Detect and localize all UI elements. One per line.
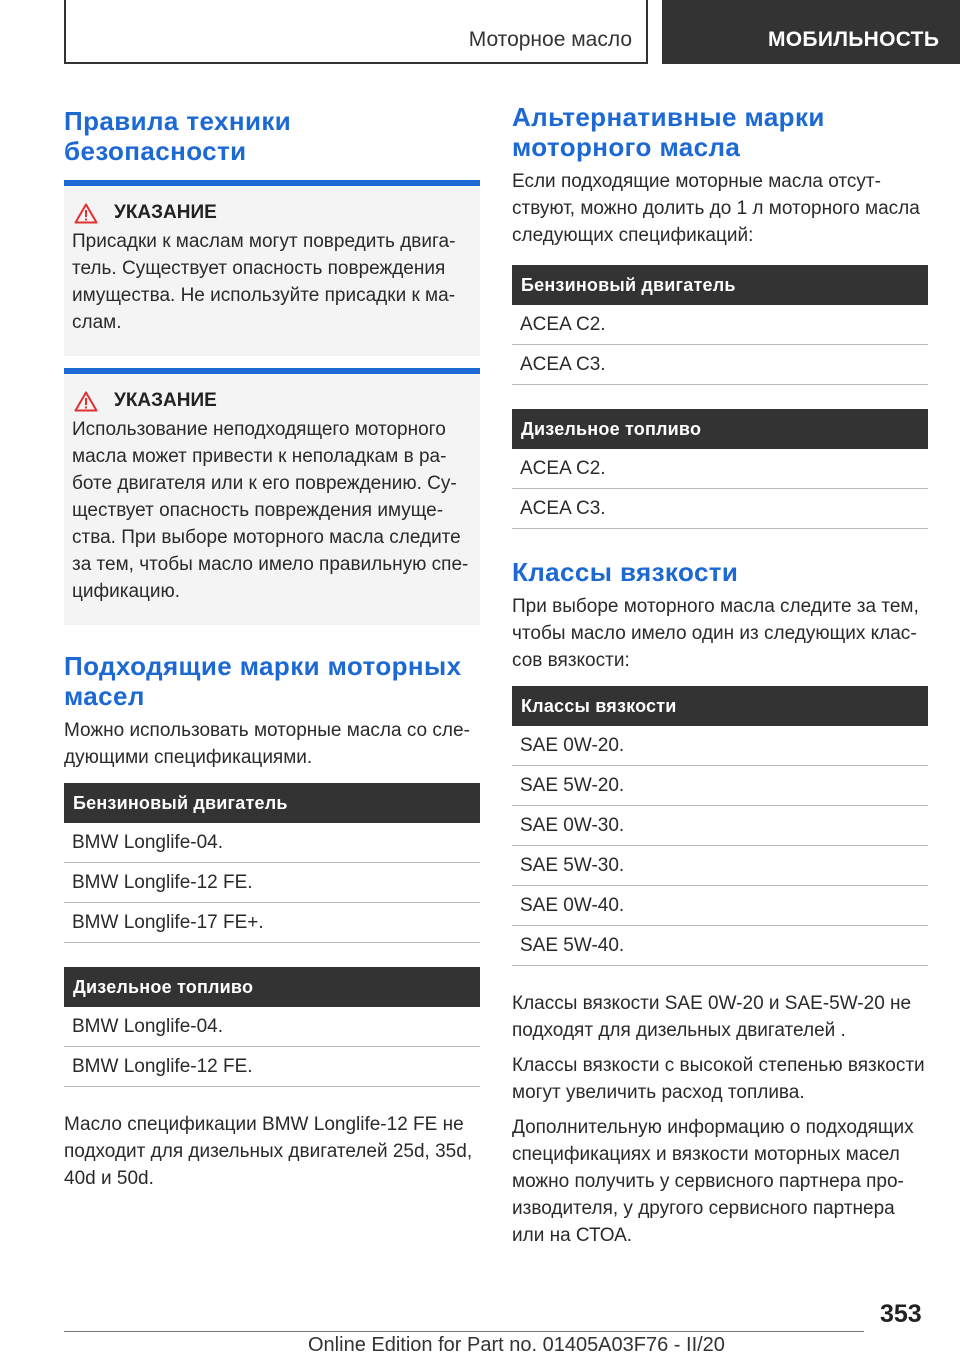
petrol-spec-table bbox=[64, 783, 480, 943]
table-row: SAE 0W-30. bbox=[512, 806, 928, 846]
alternative-oils-heading: Альтернативные марки моторного масла bbox=[512, 102, 825, 162]
suitable-oils-heading: Подходящие марки моторных масел bbox=[64, 651, 462, 711]
warning-box bbox=[64, 180, 480, 356]
page-number: 353 bbox=[880, 1300, 922, 1328]
table-row: ACEA C3. bbox=[512, 489, 928, 529]
safety-heading: Правила техники безопасности bbox=[64, 106, 292, 166]
warning-triangle-icon bbox=[74, 203, 98, 224]
table-row: SAE 5W-40. bbox=[512, 926, 928, 966]
table-row: SAE 5W-20. bbox=[512, 766, 928, 806]
table-row: ACEA C3. bbox=[512, 345, 928, 385]
header-chapter-title: МОБИЛЬНОСТЬ bbox=[768, 28, 940, 51]
alt-petrol-spec-table bbox=[512, 265, 928, 385]
table-row: BMW Longlife-04. bbox=[64, 1007, 480, 1047]
table-row: SAE 0W-40. bbox=[512, 886, 928, 926]
warning-title-text: УКАЗАНИЕ bbox=[114, 202, 217, 223]
table-row: BMW Longlife-17 FE+. bbox=[64, 903, 480, 943]
alt-diesel-spec-table bbox=[512, 409, 928, 529]
table-header: Бензиновый двигатель bbox=[64, 783, 480, 823]
table-row: SAE 5W-30. bbox=[512, 846, 928, 886]
right-column bbox=[512, 102, 928, 1249]
header-chapter-box bbox=[662, 0, 960, 64]
alternative-oils-intro: Если подходящие моторные масла отсутствуют, можно долить до 1 л моторного масла следующих спецификаций: bbox=[512, 171, 920, 246]
footer-edition: Online Edition for Part no. 01405A03F76 - II/20 bbox=[308, 1334, 725, 1356]
viscosity-note: Дополнительную информацию о подходящих спецификациях и вязкости моторных масел можно получить у сервисного партнера производителя, у другого сервисного партнера или на СТОА. bbox=[512, 1117, 914, 1246]
warning-text: Присадки к маслам могут повредить двигатель. Существует опасность повреждения имущества. Не используйте присадки к маслам. bbox=[72, 231, 456, 333]
table-row: BMW Longlife-04. bbox=[64, 823, 480, 863]
diesel-spec-table bbox=[64, 967, 480, 1087]
table-header: Бензиновый двигатель bbox=[512, 265, 928, 305]
left-column bbox=[64, 102, 480, 1192]
viscosity-note: Классы вязкости с высокой степенью вязкости могут увеличить расход топлива. bbox=[512, 1055, 925, 1103]
longlife-note: Масло спецификации BMW Longlife-12 FE не подходит для дизельных двигателей 25d, 35d, 40d и 50d. bbox=[64, 1114, 473, 1189]
table-row: SAE 0W-20. bbox=[512, 726, 928, 766]
warning-box bbox=[64, 368, 480, 625]
viscosity-intro: При выборе моторного масла следите за тем, чтобы масло имело один из следующих классов вязкости: bbox=[512, 596, 919, 671]
header-section-title: Моторное масло bbox=[468, 28, 632, 51]
table-row: BMW Longlife-12 FE. bbox=[64, 1047, 480, 1087]
table-row: ACEA C2. bbox=[512, 305, 928, 345]
viscosity-heading: Классы вязкости bbox=[512, 557, 739, 587]
warning-title bbox=[72, 390, 470, 412]
viscosity-note: Классы вязкости SAE 0W-20 и SAE-5W-20 не подходят для дизельных двигателей . bbox=[512, 993, 912, 1041]
footer-divider bbox=[64, 1331, 864, 1332]
warning-text: Использование неподходящего моторного масла может привести к неполадкам в работе двигателя или к его повреждению. Существует опасность повреждения имущества. При выборе моторного масла следите за тем, чтобы масло имело правильную спецификацию. bbox=[72, 419, 469, 602]
header-section-box bbox=[64, 0, 648, 64]
suitable-oils-intro: Можно использовать моторные масла со следующими спецификациями. bbox=[64, 720, 470, 768]
table-row: ACEA C2. bbox=[512, 449, 928, 489]
viscosity-table bbox=[512, 686, 928, 966]
table-row: BMW Longlife-12 FE. bbox=[64, 863, 480, 903]
table-header: Дизельное топливо bbox=[64, 967, 480, 1007]
warning-triangle-icon bbox=[74, 391, 98, 412]
warning-title bbox=[72, 202, 470, 224]
warning-title-text: УКАЗАНИЕ bbox=[114, 390, 217, 411]
table-header: Дизельное топливо bbox=[512, 409, 928, 449]
table-header: Классы вязкости bbox=[512, 686, 928, 726]
